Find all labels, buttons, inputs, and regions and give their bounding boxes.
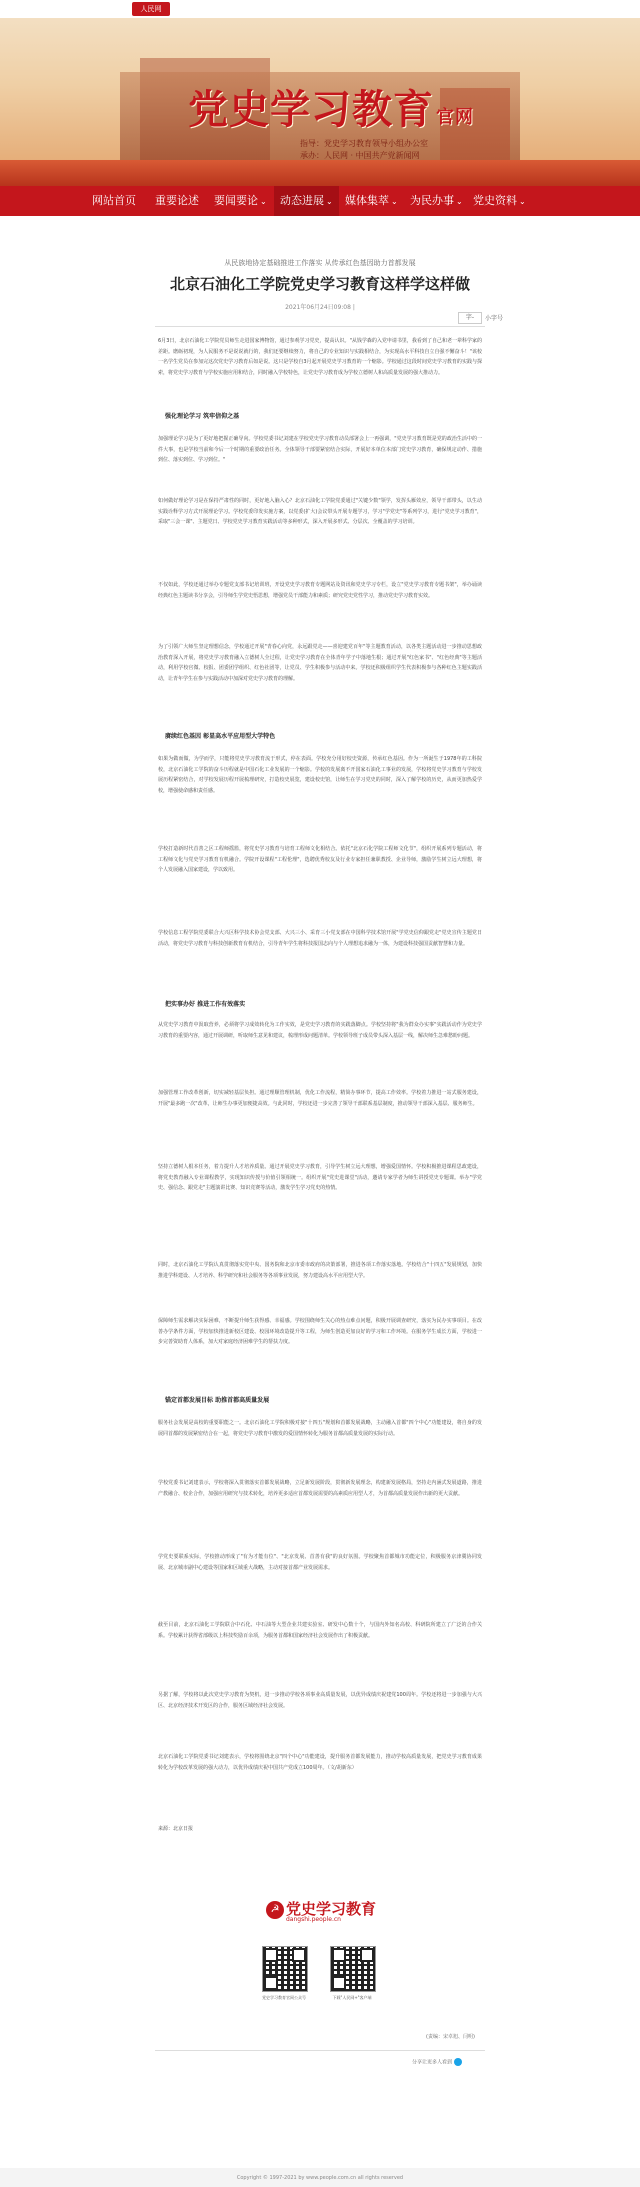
section-heading: 强化理论学习 筑牢信仰之基 [165,413,240,420]
nav-history-materials[interactable] [473,186,526,216]
chevron-down-icon: ⌄ [326,197,333,206]
nav-important-remarks-label: 重要论述 [155,194,199,207]
footer-divider [155,2050,485,2051]
article-paragraph: 另据了解，学校将以此次党史学习教育为契机，进一步推动学校各项事业高质量发展，以优异成绩庆祝建党100周年。学校还将进一步加强与大兴区、北京经济技术开发区的合作，服务区域经济社会发展。 [158,1692,482,1709]
article-date: 2021年06月24日09:08 | [285,304,355,311]
article-paragraph: 如何做好理论学习是在保持严肃性的同时，更好地入脑入心？北京石油化工学院党委通过"关键少数"领学，发挥头雁效应，领导干部带头，以生动实践诠释学习方式开展理论学习。学校党委印发实施方案，以党委(扩大)会议带头开展专题学习，学习"学党史"等系列学习，进行"党史学习教育"，采取"三会一课"、主题党日、学校党史学习教育实践活动等多种形式，深入开展多形式、分层次、全覆盖的学习培训。 [158,498,482,525]
chevron-down-icon: ⌄ [260,197,267,206]
banner-title [188,78,474,135]
section-heading: 赓续红色基因 彰显高水平应用型大学特色 [165,733,276,740]
banner-host: 承办：人民网 · 中国共产党新闻网 [300,151,420,160]
article-paragraph: 学校打造新时代首善之区工程师摇篮，将党史学习教育与培育工程师文化相结合。依托"北京石化学院工程师文化节"，组织开展系列专题活动，将工程师文化与党史学习教育有机融合。学院开设课程"工程伦理"，选聘优秀校友及行业专家担任兼职教授、企业导师，激励学生树立远大理想，将个人发展融入国家建设，学以致用。 [158,846,482,873]
nav-media-label: 媒体集萃 [345,194,389,207]
article-paragraph: 学党史要联系实际，学校推动形成了"有为才能有位"、"北京发展、首善有我"的良好氛围。学校聚焦首都城市功能定位，积极服务京津冀协同发展、北京城市副中心建设等国家和区域重大战略，主动对接首都产业发展需求。 [158,1554,482,1571]
section-heading: 锚定首都发展目标 助推首都高质量发展 [165,1397,270,1404]
banner-title-tag: 官网 [436,107,474,128]
article-paragraph: 服务社会发展是高校的重要职能之一。北京石油化工学院积极对接"十四五"规划和首都发展战略，主动融入首都"四个中心"功能建设，将自身的发展同首都的发展紧密结合在一起，将党史学习教育中激发的爱国情怀转化为服务首都高质量发展的实际行动。 [158,1420,482,1437]
nav-news[interactable] [214,186,267,216]
article-paragraph: 6月3日，北京石油化工学院党员师生走进国家博物馆，通过参观学习党史，提高认识。"从钱学森的入党申请书里，我看到了自己和老一辈科学家的差距。磨砺初现，为人民服务不是说说就行的，我们还要继续努力，将自己的专业知识与实践相结合，为实现高水平科技自立自强不懈奋斗！"该校一名学生党员在参加完这次党史学习教育后如是说。这只是学校自3月起开展党史学习教育的一个缩影。学校通过这段时间党史学习教育的实践与探索，将党史学习教育与学校实施应用和结合，同时融入学校特色，让党史学习教育成为学校立德树人和高质量发展的强大推动力。 [158,338,482,376]
party-emblem-icon: ☭ [266,1901,284,1919]
font-size-button[interactable]: 字- [458,312,482,324]
article-paragraph: 加强理论学习是为了更好地把握正确导向。学校党委书记刘建在学校党史学习教育动员部署会上一再强调，"党史学习教育既是党的政治生活中的一件大事，也是学校当前和今后一个时期的重要政治任务。全体领导干部要紧密结合实际，开展好本单位本部门党史学习教育，确保规定动作、措施到位、落实到位、学习到位。" [158,436,482,463]
article-paragraph: 同时，北京石油化工学院认真贯彻落实党中央、国务院和北京市委市政府的决策部署，推进各项工作落实落地。学校结合"十四五"发展规划，加快推进学科建设、人才培养、科学研究和社会服务等各项事业发展，努力建设高水平应用型大学。 [158,1262,482,1279]
qr-left-label: 党史学习教育官网公众号 [262,1995,306,2000]
nav-home[interactable] [92,186,136,216]
footer-logo[interactable] [266,1898,380,1924]
nav-progress[interactable] [274,186,339,216]
banner-title-text: 党史学习教育 [188,86,434,133]
chevron-down-icon: ⌄ [456,197,463,206]
people-logo[interactable]: 人民网 [132,2,170,16]
qr-corner [332,1948,346,1962]
article-subtitle: 从民族地协定基础推进工作落实 从传承红色基因助力首都发展 [224,259,416,267]
footer-logo-url: dangshi.people.cn [286,1916,341,1923]
title-divider [155,326,485,327]
qr-right-label: 下载"人民网+"客户端 [332,1995,372,2000]
article-source: 来源：北京日报 [158,1826,194,1832]
qr-corner [360,1948,374,1962]
main-nav [0,186,640,216]
font-size-label[interactable]: 小字号 [485,315,504,322]
article-paragraph: 坚持立德树人根本任务，着力提升人才培养质量。通过开展党史学习教育，引导学生树立远大理想，增强爱国情怀。学校积极推进课程思政建设，将党史教育融入专业课程教学，实现知识传授与价值引领相统一。组织开展"党史进课堂"活动，邀请专家学者为师生讲授党史专题课。举办"学党史、强信念、跟党走"主题演讲比赛、知识竞赛等活动，激发学生学习党史的热情。 [158,1164,482,1191]
article-paragraph: 保障师生需求解决实际困难，不断提升师生获得感、幸福感。学校围绕师生关心的热点难点问题，积极开展调查研究，落实为民办实事项目。在改善办学条件方面，学校加快推进新校区建设、校园环境改造提升等工程，为师生创造更加良好的学习和工作环境。在服务学生成长方面，学校进一步完善资助育人体系，加大对家庭经济困难学生的帮扶力度。 [158,1318,482,1345]
article-paragraph: 加强管理工作改革创新，切实减轻基层负担。通过理顺管理机制，优化工作流程，精简办事环节，提高工作效率。学校着力推进一站式服务建设，开展"最多跑一次"改革，让师生办事更加便捷高效。与此同时，学校还进一步完善了领导干部联系基层制度，推动领导干部深入基层、服务师生。 [158,1090,482,1107]
nav-progress-label: 动态进展 [280,194,324,207]
nav-service[interactable] [410,186,463,216]
qr-corner [264,1948,278,1962]
qr-code-right [330,1946,376,1992]
article-paragraph: 学校党委书记刘建表示，学校将深入贯彻落实首都发展战略，立足新发展阶段，贯彻新发展理念，构建新发展格局，坚持走内涵式发展道路，推进产教融合、校企合作，加强应用研究与技术转化，培养更多适应首都发展需要的高素质应用型人才，为首都高质量发展作出新的更大贡献。 [158,1480,482,1497]
article-paragraph: 为了引领广大师生坚定理想信念，学校通过开展"青春心向党，永远跟党走——喜迎建党百年"等主题教育活动，以各类主题活动进一步推动思想政治教育深入开展，将党史学习教育融入立德树人全过程，让党史学习教育在全体青年学子中落地生根；通过开展"红色家书"、"红色经典"等主题活动，利用学校官微、校报、团委团学组织、红色社团等，让党员、学生积极参与活动中来。学校还积极组织学生代表积极参与各种红色主题实践活动，让青年学生在参与实践活动中加深对党史学习教育的理解。 [158,644,482,682]
nav-media[interactable] [345,186,398,216]
banner-ground [0,160,640,186]
nav-service-label: 为民办事 [410,194,454,207]
qr-corner [292,1948,306,1962]
editor-credit: (责编：宋卓旭、闫明) [426,2034,475,2040]
qr-corner [332,1976,346,1990]
nav-history-materials-label: 党史资料 [473,194,517,207]
article-paragraph: 学校信息工程学院党委联合大兴区科学技术协会党支部、大兴三小、采育三小党支部在中国科学技术馆开展"学党史信仰跟党走"党史宣传主题党日活动，将党史学习教育与科技创新教育有机结合，引导青年学生将科技报国志向与个人理想追求融为一体，为建设科技强国贡献智慧和力量。 [158,930,482,947]
qr-corner [264,1976,278,1990]
share-link[interactable] [412,2058,462,2066]
site-banner [0,18,640,186]
share-label: 分享让更多人看到 [412,2059,453,2066]
footer-logo-text: 党史学习教育 [286,1900,377,1918]
chevron-down-icon: ⌄ [519,197,526,206]
nav-home-label: 网站首页 [92,194,136,207]
nav-important-remarks[interactable] [155,186,199,216]
article-paragraph: 从党史学习教育中汲取营养，必须将学习成效转化为工作实效，是党史学习教育的实践落脚点。学校坚持将"我为群众办实事"实践活动作为党史学习教育的重要内容，通过开展调研，听取师生意见和建议，梳理形成问题清单。学校领导班子成员带头深入基层一线，解决师生急难愁盼问题。 [158,1022,482,1039]
article-title: 北京石油化工学院党史学习教育这样学这样做 [169,275,470,293]
section-heading: 把实事办好 推进工作有效落实 [165,1001,246,1008]
article-paragraph: 截至目前，北京石油化工学院联合中石化、中石油等大型企业共建实验室、研发中心数十个，与国内外知名高校、科研院所建立了广泛的合作关系。学校累计获得省部级以上科技奖励百余项，为服务首都和国家经济社会发展作出了积极贡献。 [158,1622,482,1639]
copyright-text: Copyright © 1997-2021 by www.people.com.cn all rights reserved [236,2175,404,2181]
top-bar [0,0,640,18]
article-paragraph: 北京石油化工学院党委书记刘建表示，学校将围绕北京"四个中心"功能建设，提升服务首都发展能力，推动学校高质量发展，把党史学习教育成果转化为学校改革发展的强大动力，以优异成绩庆祝中国共产党成立100周年。（文/胡新东） [158,1754,482,1771]
share-icon[interactable] [454,2058,462,2066]
article-paragraph: 不仅如此，学校还通过举办专题党支部书记培训班，开设党史学习教育专题网站及资讯和党史学习专栏，设立"党史学习教育专题书架"，举办诵读经典红色主题读书分享会，引导师生学党史悟思想，增强党员干部能力和素质；研究党史党性学习，推动党史学习教育实效。 [158,582,482,599]
banner-guidance: 指导：党史学习教育领导小组办公室 [300,139,428,148]
article-paragraph: 如果为做而做，为学而学，只能将党史学习教育流于形式，停在表面。学校充分用好校史资源，传承红色基因。作为一所诞生于1978年的工科院校，北京石油化工学院的奋斗历程就是中国石化工业发展的一个缩影。学校的发展离不开国家石油化工事业的发展，学校将党史学习教育与学校发展历程紧密结合，对学校发展历程开展梳理研究，打造校史展览，建设校史馆，让师生在学习党史的同时，深入了解学校的历史，从而更加热爱学校，增强使命感和责任感。 [158,756,482,794]
nav-news-label: 要闻要论 [214,194,258,207]
qr-code-left [262,1946,308,1992]
chevron-down-icon: ⌄ [391,197,398,206]
